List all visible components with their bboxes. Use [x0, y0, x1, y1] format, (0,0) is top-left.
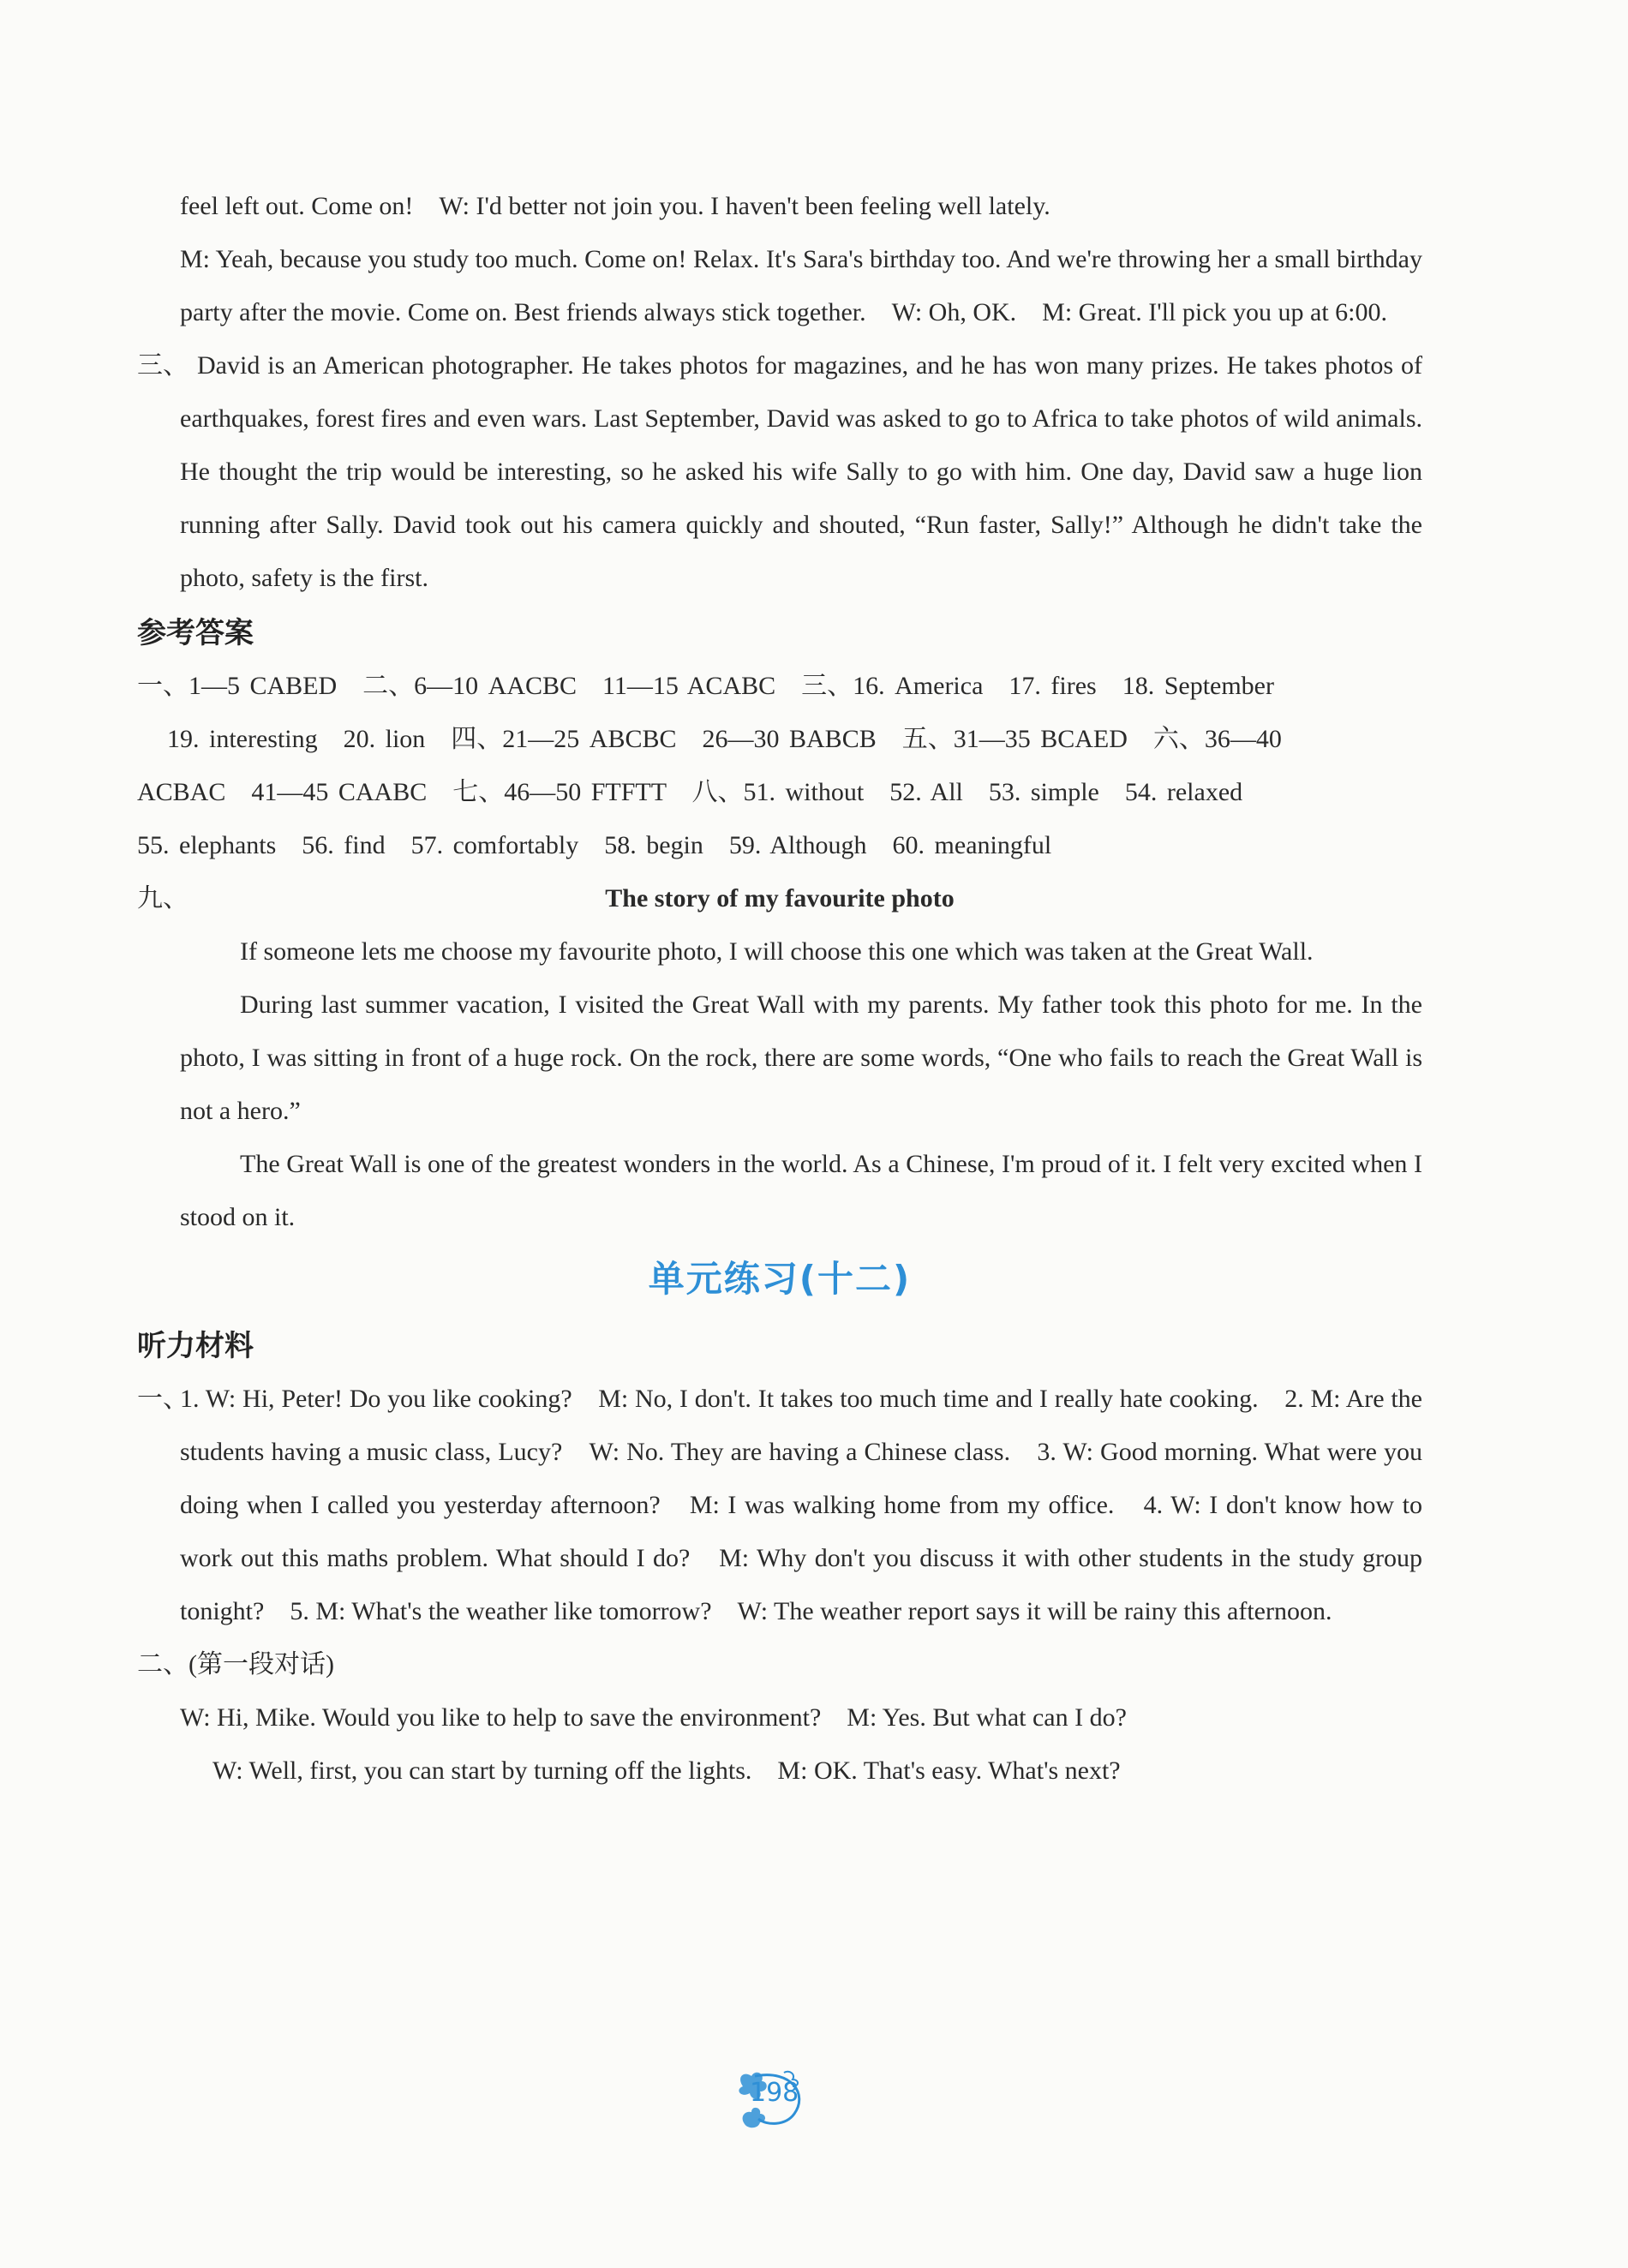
- listening-heading: 听力材料: [137, 1329, 254, 1363]
- essay-label: 九、: [137, 884, 189, 913]
- essay-paragraph: If someone lets me choose my favourite photo, I will choose this one which was taken at the Great Wall.: [240, 937, 1314, 966]
- section-3-text: David is an American photographer. He takes photos for magazines, and he has won many prizes. He takes photos of earthquakes, forest fires and even wars. Last September, David was asked to go to Africa to take photos of wild animals. He thought the trip would be interesting, so he asked his wife Sally to go with him. One day, David saw a huge lion running after Sally. David took out his camera quickly and shouted, “Run faster, Sally!” Although he didn't take the photo, safety is the first.: [180, 351, 1422, 592]
- listening-section-3: [137, 339, 1422, 605]
- answer-line: 19. interesting 20. lion 四、21—25 ABCBC 26—30 BABCB 五、31—35 BCAED 六、36—40: [167, 725, 1282, 753]
- answers-heading: 参考答案: [137, 616, 254, 650]
- dialogue-line: W: Hi, Mike. Would you like to help to save the environment? M: Yes. But what can I do?: [180, 1703, 1127, 1732]
- section-label: 一、: [137, 1385, 189, 1413]
- essay-paragraph: During last summer vacation, I visited the Great Wall with my parents. My father took this photo for me. In the photo, I was sitting in front of a huge rock. On the rock, there are some words, “One who fails to reach the Great Wall is not a hero.”: [180, 990, 1422, 1125]
- listening-text-dialogue: M: Yeah, because you study too much. Come on! Relax. It's Sara's birthday too. And we're throwing her a small birthday party after the movie. Come on. Best friends always stick together. W: Oh, OK. M: Great. I'll pick you up at 6:00.: [180, 245, 1422, 326]
- listening-section-1: [137, 1373, 1422, 1638]
- answer-key: [137, 660, 1422, 872]
- answer-line: ACBAC 41—45 CAABC 七、46—50 FTFTT 八、51. without 52. All 53. simple 54. relaxed: [137, 778, 1243, 806]
- section-label: 三、: [137, 351, 189, 380]
- essay-title: The story of my favourite photo: [605, 884, 955, 913]
- essay-paragraph: The Great Wall is one of the greatest wonders in the world. As a Chinese, I'm proud of it. I felt very excited when I stood on it.: [180, 1150, 1422, 1231]
- listening-text-continued: feel left out. Come on! W: I'd better not join you. I haven't been feeling well lately.: [180, 192, 1050, 220]
- answer-line: 一、1—5 CABED 二、6—10 AACBC 11—15 ACABC 三、16. America 17. fires 18. September: [137, 672, 1274, 700]
- page-content: [137, 180, 1422, 1798]
- unit-title: 单元练习(十二): [648, 1258, 912, 1300]
- section-2-label: 二、(第一段对话): [137, 1650, 334, 1679]
- section-1-text: 1. W: Hi, Peter! Do you like cooking? M: No, I don't. It takes too much time and I really hate cooking. 2. M: Are the students having a music class, Lucy? W: No. They are having a Chinese class. 3. W: Good morning. What were you doing when I called you yesterday afternoon? M: I was walking home from my office. 4. W: I don't know how to work out this maths problem. What should I do? M: Why don't you discuss it with other students in the study group tonight? 5. M: What's the weather like tomorrow? W: The weather report says it will be rainy this afternoon.: [180, 1385, 1422, 1625]
- page-number-badge: [733, 2069, 810, 2129]
- page-number: 198: [750, 2078, 799, 2108]
- essay-header: [137, 872, 1422, 925]
- answer-line: 55. elephants 56. find 57. comfortably 58. begin 59. Although 60. meaningful: [137, 831, 1052, 859]
- dialogue-line: W: Well, first, you can start by turning off the lights. M: OK. That's easy. What's next?: [212, 1756, 1121, 1785]
